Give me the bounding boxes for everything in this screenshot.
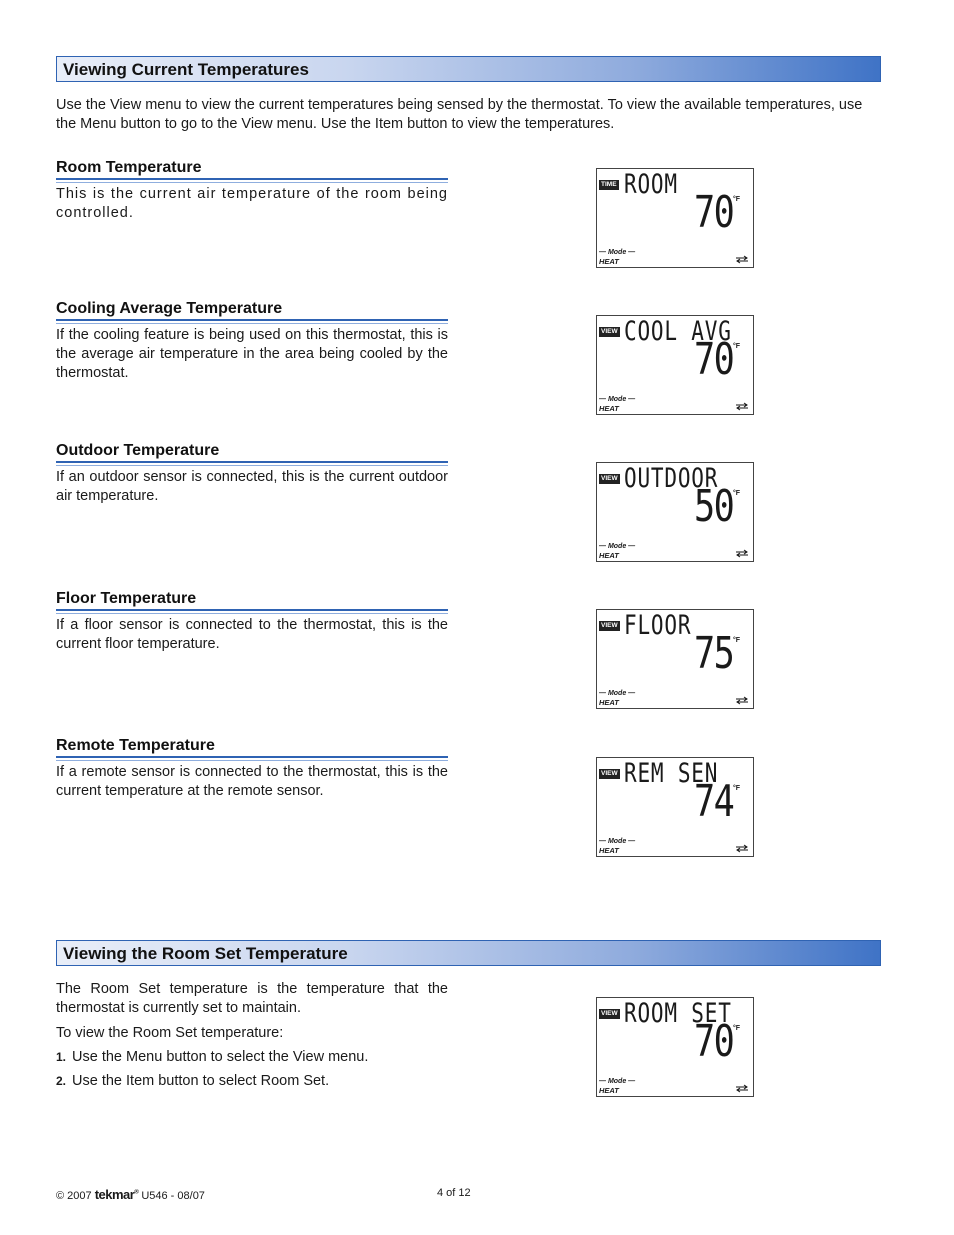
- section2-intro: The Room Set temperature is the temperature that the thermostat is currently set to maintain.: [56, 981, 448, 1016]
- step-item: [56, 1048, 368, 1067]
- item-title-remote: Remote Temperature: [56, 737, 448, 758]
- lcd-mode-label: — Mode —: [599, 1078, 636, 1085]
- lcd-tag: VIEW: [601, 770, 618, 777]
- lcd-heat-label: HEAT: [599, 698, 619, 707]
- page-number: 4 of 12: [437, 1187, 471, 1199]
- item-body-cooling: If the cooling feature is being used on this thermostat, this is the average air temperature in the area being cooled by the thermostat.: [56, 327, 448, 381]
- lcd-heat-label: HEAT: [599, 551, 619, 560]
- item-title-room: Room Temperature: [56, 159, 448, 180]
- item-title-outdoor: Outdoor Temperature: [56, 442, 448, 463]
- lcd-word: ROOM: [624, 169, 678, 200]
- lcd-tag: VIEW: [601, 622, 618, 629]
- lcd-tag: VIEW: [601, 475, 618, 482]
- lcd-word: FLOOR: [624, 610, 692, 641]
- lcd-heat-label: HEAT: [599, 1086, 619, 1095]
- item-body-floor: If a floor sensor is connected to the thermostat, this is the current floor temperature.: [56, 617, 448, 652]
- lcd-unit: °F: [733, 785, 741, 792]
- exchange-arrows-icon: [735, 549, 749, 558]
- lcd-temperature: 74: [694, 776, 734, 827]
- step-text: Use the Item button to select Room Set.: [72, 1073, 330, 1089]
- section2-lead: To view the Room Set temperature:: [56, 1025, 284, 1041]
- section-banner-current-temps: [56, 56, 881, 82]
- step-number: 2.: [56, 1074, 67, 1088]
- brand-logo: tekmar®: [94, 1187, 139, 1202]
- lcd-word: COOL AVG: [624, 316, 732, 347]
- lcd-unit: °F: [733, 637, 741, 644]
- item-body-outdoor: If an outdoor sensor is connected, this is the current outdoor air temperature.: [56, 469, 448, 504]
- exchange-arrows-icon: [735, 1084, 749, 1093]
- lcd-tag: TIME: [601, 181, 617, 188]
- lcd-tag: VIEW: [601, 328, 618, 335]
- item-title-cooling: Cooling Average Temperature: [56, 300, 448, 321]
- lcd-unit: °F: [733, 1025, 741, 1032]
- footer-left: [56, 1187, 205, 1202]
- lcd-mode-label: — Mode —: [599, 249, 636, 256]
- lcd-unit: °F: [733, 196, 741, 203]
- lcd-mode-label: — Mode —: [599, 396, 636, 403]
- lcd-tag: VIEW: [601, 1010, 618, 1017]
- exchange-arrows-icon: [735, 255, 749, 264]
- section-intro: Use the View menu to view the current temperatures being sensed by the thermostat. To view the available temperatures, use the Menu button to go to the View menu. Use the Item button to view the temperatures.: [56, 97, 863, 132]
- exchange-arrows-icon: [735, 844, 749, 853]
- exchange-arrows-icon: [735, 402, 749, 411]
- lcd-temperature: 70: [694, 187, 734, 238]
- lcd-heat-label: HEAT: [599, 404, 619, 413]
- lcd-display-room-set: [596, 997, 754, 1097]
- lcd-temperature: 70: [694, 334, 734, 385]
- lcd-heat-label: HEAT: [599, 257, 619, 266]
- lcd-temperature: 70: [694, 1016, 734, 1067]
- lcd-word: REM SEN: [624, 758, 719, 789]
- lcd-temperature: 50: [694, 481, 734, 532]
- lcd-word: OUTDOOR: [624, 463, 719, 494]
- lcd-mode-label: — Mode —: [599, 690, 636, 697]
- lcd-unit: °F: [733, 343, 741, 350]
- section-title: Viewing Current Temperatures: [63, 60, 309, 79]
- section-title: Viewing the Room Set Temperature: [63, 944, 348, 963]
- lcd-unit: °F: [733, 490, 741, 497]
- item-body-room: This is the current air temperature of the room being controlled.: [56, 186, 448, 221]
- exchange-arrows-icon: [735, 696, 749, 705]
- step-item: [56, 1072, 329, 1091]
- lcd-display-remote: [596, 757, 754, 857]
- step-text: Use the Menu button to select the View menu.: [72, 1049, 369, 1065]
- lcd-mode-label: — Mode —: [599, 838, 636, 845]
- lcd-mode-label: — Mode —: [599, 543, 636, 550]
- lcd-display-floor: [596, 609, 754, 709]
- lcd-display-room: [596, 168, 754, 268]
- section-banner-room-set: [56, 940, 881, 966]
- item-title-floor: Floor Temperature: [56, 590, 448, 611]
- lcd-temperature: 75: [694, 628, 734, 679]
- step-number: 1.: [56, 1050, 67, 1064]
- lcd-heat-label: HEAT: [599, 846, 619, 855]
- doc-code: U546 - 08/07: [141, 1190, 205, 1202]
- item-body-remote: If a remote sensor is connected to the thermostat, this is the current temperature at the remote sensor.: [56, 764, 448, 799]
- copyright: © 2007: [56, 1190, 92, 1202]
- lcd-word: ROOM SET: [624, 998, 732, 1029]
- lcd-display-cooling: [596, 315, 754, 415]
- lcd-display-outdoor: [596, 462, 754, 562]
